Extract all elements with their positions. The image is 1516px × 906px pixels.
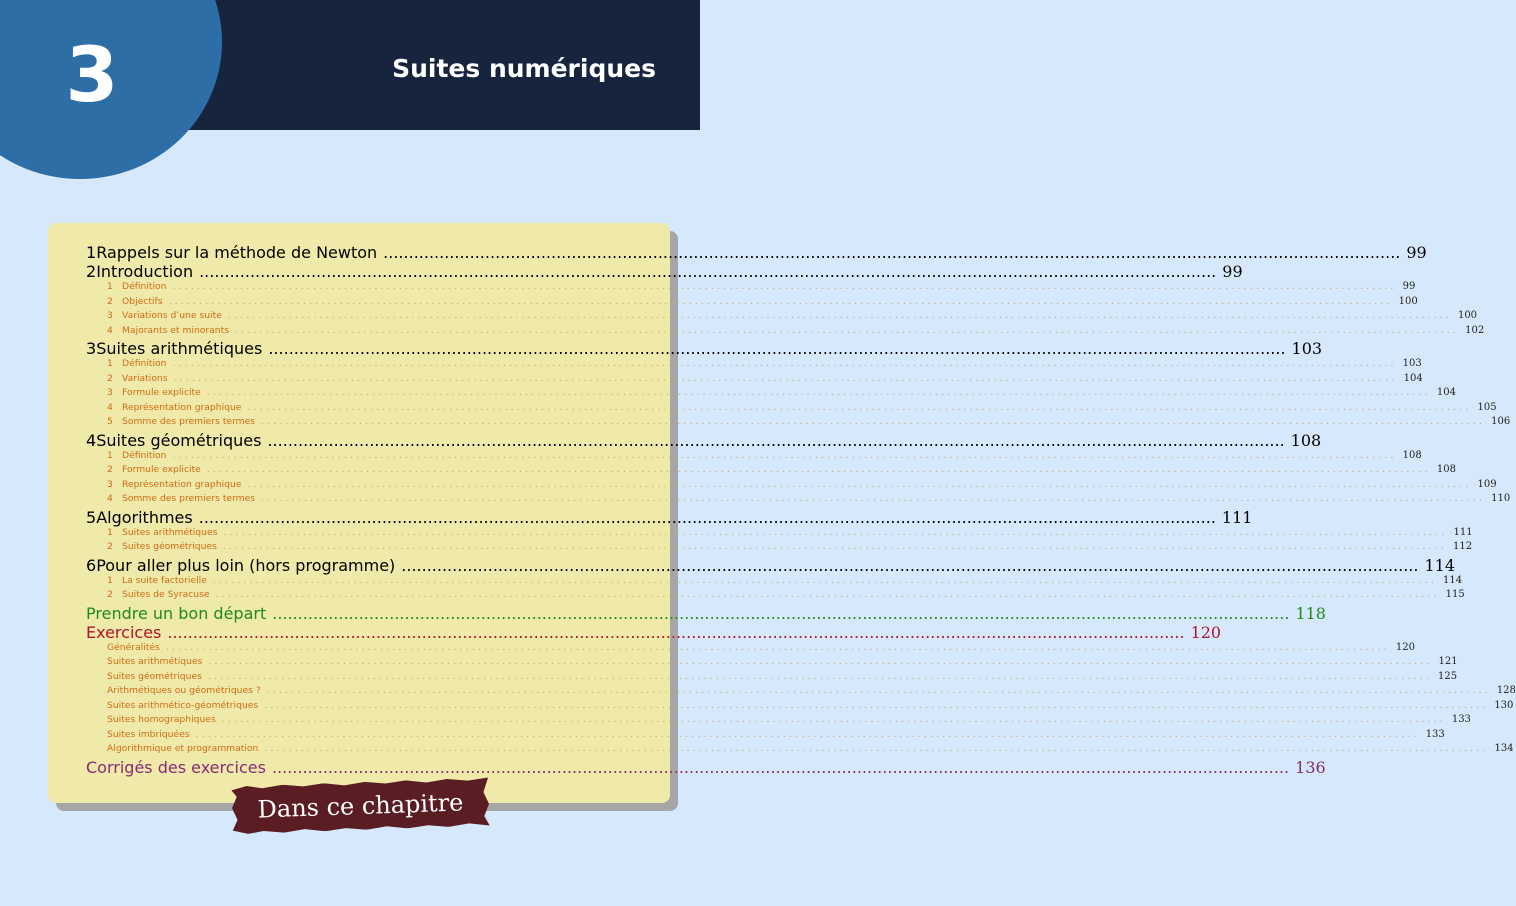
toc-subsection-entry[interactable] [86,324,1485,340]
toc-page-number: 102 [1465,324,1485,336]
toc-page-number: 111 [1221,507,1253,527]
toc-page-number: 115 [1445,589,1465,600]
toc-subsection-entry[interactable] [86,464,1457,479]
toc-entry-number: 6 [86,555,97,575]
toc-section-entry[interactable] [86,603,1326,623]
toc-entry-number: 4 [107,401,113,413]
toc-dot-leader: ........................................................................................................................................................................................................ [221,714,1446,725]
toc-dot-leader: ........................................................................................................................................................................................................ [267,430,1285,450]
toc-entry-number: 1 [107,449,113,461]
toc-dot-leader: ........................................................................................................................................................................................................ [222,541,1447,552]
toc-entry-label: Exercices [86,622,162,642]
toc-entry-number: 3 [86,339,97,358]
toc-entry-number: 3 [107,387,113,398]
toc-page-number: 103 [1291,339,1323,358]
toc-entry-label: Suites géométriques [122,541,217,552]
chapter-contents-banner-label: Dans ce chapitre [257,788,464,824]
toc-subsection-entry[interactable] [86,526,1473,542]
toc-subsection-entry[interactable] [86,714,1471,729]
toc-dot-leader: ........................................................................................................................................................................................................ [206,387,1431,398]
toc-page-number: 108 [1436,464,1457,475]
toc-subsection-entry[interactable] [86,401,1497,417]
chapter-number: 3 [65,30,119,119]
toc-section-entry[interactable] [86,243,1427,262]
toc-dot-leader: ........................................................................................................................................................................................................ [172,358,1397,369]
toc-dot-leader: ........................................................................................................................................................................................................ [247,401,1472,413]
toc-page-number: 130 [1494,699,1514,711]
toc-entry-label: Objectifs [122,295,163,307]
toc-entry-number: 4 [107,493,113,504]
toc-entry-number: 4 [107,324,113,336]
toc-subsection-entry[interactable] [86,310,1478,325]
toc-entry-label: Introduction [96,262,194,281]
toc-entry-label: Variations [122,372,168,384]
toc-section-entry[interactable] [86,339,1323,358]
toc-dot-leader: ........................................................................................................................................................................................................ [261,416,1486,427]
chapter-title: Suites numériques [392,54,656,83]
toc-entry-label: La suite factorielle [122,574,207,586]
toc-page-number: 104 [1403,372,1423,384]
toc-entry-label: Suites homographiques [107,714,216,725]
toc-entry-label: Suites arithmétiques [122,526,218,538]
toc-entry-label: Suites géométriques [107,670,202,682]
toc-dot-leader: ........................................................................................................................................................................................................ [172,449,1397,461]
toc-entry-number: 4 [86,430,97,450]
toc-entry-label: Définition [122,449,167,461]
toc-dot-leader: ........................................................................................................................................................................................................ [199,262,1217,281]
toc-subsection-entry[interactable] [86,743,1514,758]
toc-page-number: 110 [1491,493,1511,504]
toc-page-number: 112 [1453,541,1473,552]
toc-entry-label: Suites de Syracuse [122,589,210,600]
toc-entry-number: 2 [107,541,113,552]
toc-page-number: 109 [1477,478,1497,490]
toc-entry-number: 2 [107,295,113,307]
toc-subsection-entry[interactable] [86,641,1415,657]
toc-entry-number: 1 [107,574,113,586]
toc-dot-leader: ........................................................................................................................................................................................................ [271,757,1290,777]
toc-entry-label: Somme des premiers termes [122,493,256,504]
toc-entry-number: 5 [107,416,113,427]
toc-dot-leader: ........................................................................................................................................................................................................ [272,603,1290,623]
toc-entry-number: 1 [107,281,113,292]
toc-entry-label: Définition [122,281,167,292]
toc-page-number: 106 [1491,416,1511,427]
toc-section-entry[interactable] [86,430,1322,450]
toc-entry-number: 3 [107,310,113,321]
toc-dot-leader: ........................................................................................................................................................................................................ [223,526,1448,538]
toc-entry-label: Suites arithmétiques [107,656,203,667]
toc-page-number: 114 [1424,555,1456,575]
toc-dot-leader: ........................................................................................................................................................................................................ [168,295,1393,307]
toc-entry-number: 1 [86,243,97,262]
toc-entry-number: 2 [107,464,113,475]
toc-subsection-entry[interactable] [86,449,1422,465]
toc-page-number: 118 [1295,603,1326,623]
toc-subsection-entry[interactable] [86,281,1416,296]
toc-subsection-entry[interactable] [86,699,1514,715]
toc-entry-label: Formule explicite [122,387,201,398]
toc-page-number: 108 [1290,430,1322,450]
toc-dot-leader: ........................................................................................................................................................................................................ [206,464,1431,475]
toc-page-number: 100 [1398,295,1418,307]
toc-entry-label: Suites géométriques [96,430,262,450]
toc-dot-leader: ........................................................................................................................................................................................................ [212,574,1437,586]
toc-subsection-entry[interactable] [86,416,1511,431]
toc-entry-number: 5 [86,507,97,527]
toc-entry-label: Suites imbriquées [107,728,190,740]
toc-entry-label: Somme des premiers termes [122,416,256,427]
toc-entry-label: Généralités [107,641,160,653]
toc-dot-leader: ........................................................................................................................................................................................................ [215,589,1440,600]
toc-section-entry[interactable] [86,622,1222,642]
toc-page-number: 105 [1477,401,1497,413]
toc-dot-leader: ........................................................................................................................................................................................................ [264,699,1489,711]
toc-page-number: 99 [1222,262,1243,281]
toc-dot-leader: ........................................................................................................................................................................................................ [247,478,1472,490]
toc-subsection-entry[interactable] [86,685,1516,700]
toc-entry-label: Prendre un bon départ [86,603,267,623]
toc-page-number: 114 [1442,574,1463,586]
toc-section-entry[interactable] [86,757,1326,777]
toc-page-number: 133 [1425,728,1445,740]
toc-dot-leader: ........................................................................................................................................................................................................ [208,656,1433,667]
toc-page-number: 104 [1436,387,1457,398]
toc-page-number: 136 [1295,757,1326,777]
toc-subsection-entry[interactable] [86,728,1445,744]
toc-page-number: 99 [1402,281,1416,292]
toc-entry-label: Rappels sur la méthode de Newton [96,243,378,262]
toc-entry-number: 1 [107,526,113,538]
toc-entry-label: Arithmétiques ou géométriques ? [107,685,261,696]
toc-entry-number: 2 [107,372,113,384]
toc-entry-number: 1 [107,358,113,369]
toc-page-number: 100 [1457,310,1478,321]
toc-subsection-entry[interactable] [86,670,1458,686]
toc-page-number: 108 [1402,449,1422,461]
toc-page-number: 125 [1438,670,1458,682]
toc-dot-leader: ........................................................................................................................................................................................................ [167,622,1185,642]
toc-dot-leader: ........................................................................................................................................................................................................ [235,324,1460,336]
toc-dot-leader: ........................................................................................................................................................................................................ [173,372,1398,384]
toc-dot-leader: ........................................................................................................................................................................................................ [401,555,1419,575]
toc-subsection-entry[interactable] [86,656,1458,671]
toc-dot-leader: ........................................................................................................................................................................................................ [195,728,1420,740]
toc-entry-label: Algorithmique et programmation [107,743,259,754]
toc-entry-label: Représentation graphique [122,401,242,413]
toc-dot-leader: ........................................................................................................................................................................................................ [264,743,1489,754]
toc-dot-leader: ........................................................................................................................................................................................................ [266,685,1491,696]
toc-entry-label: Formule explicite [122,464,201,475]
toc-entry-number: 2 [107,589,113,600]
toc-entry-label: Corrigés des exercices [86,757,266,777]
toc-page-number: 120 [1395,641,1415,653]
toc-entry-label: Définition [122,358,167,369]
toc-dot-leader: ........................................................................................................................................................................................................ [172,281,1397,292]
toc-section-entry[interactable] [86,262,1243,281]
toc-subsection-entry[interactable] [86,295,1418,311]
toc-subsection-entry[interactable] [86,589,1465,604]
toc-subsection-entry[interactable] [86,372,1423,388]
toc-subsection-entry[interactable] [86,478,1497,494]
toc-entry-label: Suites arithmético-géométriques [107,699,259,711]
toc-entry-number: 3 [107,478,113,490]
toc-subsection-entry[interactable] [86,574,1463,590]
toc-page-number: 134 [1494,743,1514,754]
toc-page-number: 128 [1496,685,1516,696]
toc-subsection-entry[interactable] [86,493,1511,508]
toc-entry-number: 2 [86,262,97,281]
toc-entry-label: Représentation graphique [122,478,242,490]
toc-dot-leader: ........................................................................................................................................................................................................ [165,641,1390,653]
toc-entry-label: Variations d’une suite [122,310,222,321]
toc-entry-label: Majorants et minorants [122,324,230,336]
toc-page-number: 121 [1438,656,1458,667]
toc-dot-leader: ........................................................................................................................................................................................................ [383,243,1401,262]
toc-page-number: 120 [1190,622,1222,642]
toc-entry-label: Suites arithmétiques [96,339,263,358]
toc-subsection-entry[interactable] [86,387,1457,402]
toc-dot-leader: ........................................................................................................................................................................................................ [268,339,1286,358]
table-of-contents [86,243,1516,777]
toc-dot-leader: ........................................................................................................................................................................................................ [207,670,1432,682]
toc-entry-label: Pour aller plus loin (hors programme) [96,555,396,575]
toc-page-number: 133 [1451,714,1471,725]
toc-subsection-entry[interactable] [86,358,1422,373]
toc-entry-label: Algorithmes [96,507,193,527]
toc-page-number: 99 [1406,243,1427,262]
toc-section-entry[interactable] [86,507,1253,527]
toc-page-number: 103 [1402,358,1422,369]
toc-page-number: 111 [1453,526,1473,538]
toc-subsection-entry[interactable] [86,541,1473,556]
toc-dot-leader: ........................................................................................................................................................................................................ [261,493,1486,504]
toc-section-entry[interactable] [86,555,1456,575]
toc-dot-leader: ........................................................................................................................................................................................................ [198,507,1216,527]
toc-dot-leader: ........................................................................................................................................................................................................ [227,310,1452,321]
